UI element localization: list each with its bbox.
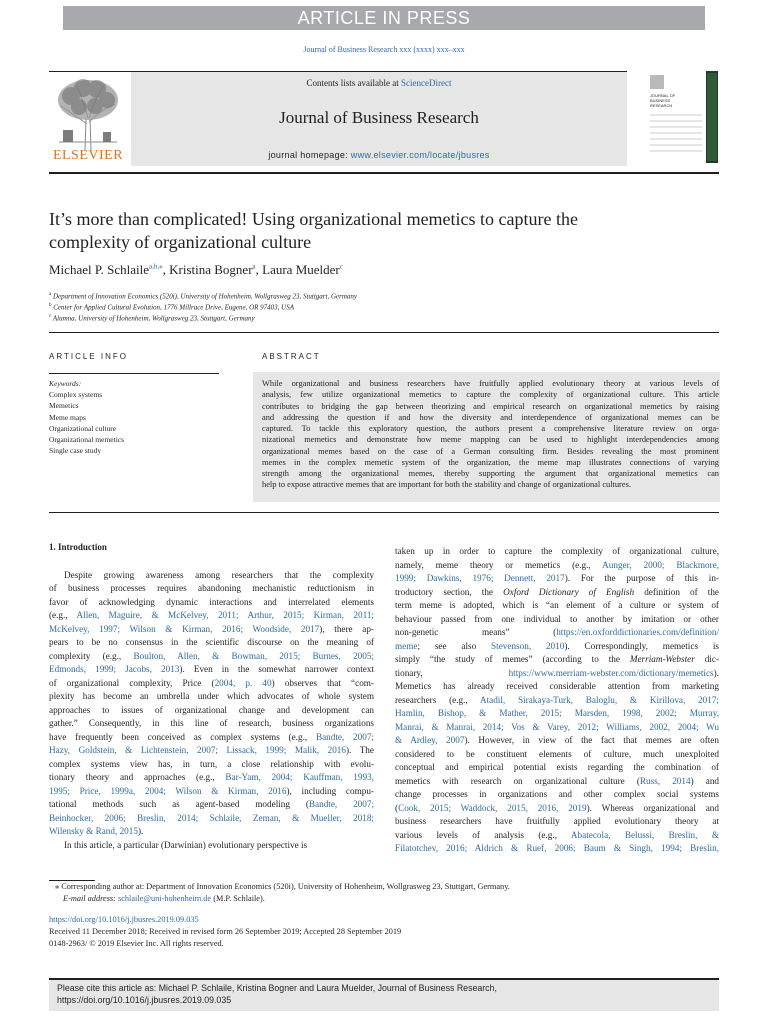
citation-link[interactable]: Aunger, 2000; Blackmore,	[602, 559, 720, 570]
body-text-line	[49, 663, 374, 677]
keywords-label: Keywords:	[49, 379, 82, 388]
body-text-line	[49, 744, 374, 758]
abstract-heading: ABSTRACT	[262, 352, 321, 361]
body-text: complexity (e.g.,	[49, 650, 134, 661]
body-text: pears to be no consensus in the scientific discourse on the meaning of	[49, 637, 374, 647]
citation-link[interactable]: Stevenson, 2010	[491, 640, 565, 651]
header-top-rule	[49, 71, 627, 72]
body-text: taken up in order to capture the complexity of organizational culture,	[395, 546, 719, 556]
citation-link[interactable]: https://www.merriam-webster.com/dictionary/memetics	[508, 667, 714, 678]
body-text-line	[395, 667, 719, 681]
body-text-line	[395, 613, 719, 627]
citation-link[interactable]: & Ardley, 2007	[395, 735, 465, 745]
journal-title: Journal of Business Research	[279, 108, 479, 127]
body-text: tionary,	[395, 667, 509, 678]
cover-title-line-2: BUSINESS	[650, 98, 671, 103]
corresponding-author-note: ⁎ Corresponding author at: Department of Innovation Economics (520i), University of Hohenheim, Wollgrasweg 23, Stuttgart, Germany.	[55, 882, 510, 891]
citation-link[interactable]: Abatecola, Belussi, Breslin, &	[570, 829, 720, 840]
body-text-line	[49, 596, 374, 610]
keyword: Complex systems	[49, 390, 103, 400]
citation-link[interactable]: 1995; Price, 1999a, 2004; Wilson & Kirman, 2016	[49, 785, 287, 796]
body-text-line	[49, 839, 374, 853]
article-info-heading: ARTICLE INFO	[49, 352, 128, 361]
divider	[49, 512, 719, 513]
body-text: researchers (e.g.,	[395, 694, 480, 705]
body-text: ). However, in view of the fact that memes are often	[464, 735, 719, 745]
keyword: Organizational memetics	[49, 435, 125, 445]
article-in-press-banner: ARTICLE IN PRESS	[63, 6, 705, 30]
author-list: Michael P. Schlaile$^{a,b,⁎}$, Kristina Bogner$^a$, Laura Muelder$^c$	[49, 262, 343, 277]
author-email-link[interactable]: schlaile@uni-hohenheim.de	[118, 894, 212, 903]
received-dates: Received 11 December 2018; Received in revised form 26 September 2019; Accepted 28 September 2019	[49, 927, 402, 936]
citation-link[interactable]: Atadil, Sirakaya-Turk, Baloglu, & Kirillova, 2017;	[479, 694, 719, 705]
body-text: definition of the	[634, 586, 719, 597]
doi-link[interactable]: https://doi.org/10.1016/j.jbusres.2019.09.035	[49, 915, 199, 924]
body-text: of organizational complexity, Price (	[49, 677, 215, 688]
body-text: of business processes requires abandoning mechanistic reductionism in	[49, 583, 374, 593]
citation-link[interactable]: Wilensky & Rand, 2015	[49, 826, 138, 836]
citation-link[interactable]: https://en.oxforddictionaries.com/definition/	[556, 627, 719, 637]
body-text-line	[395, 734, 719, 748]
body-text-line	[395, 748, 719, 762]
contents-available-line: Contents lists available at ScienceDirect	[306, 78, 452, 88]
cover-title-line-3: RESEARCH	[650, 103, 673, 108]
body-text: simply “the study of memes” (according to the	[395, 654, 630, 664]
body-text-line	[395, 775, 719, 789]
body-text-line	[395, 680, 719, 694]
body-text: have frequently been conceived as complex systems (e.g.,	[49, 731, 316, 742]
body-text-line	[49, 636, 374, 650]
header-bottom-rule	[49, 172, 719, 174]
citation-link[interactable]: Hamlin, Bishop, & Mather, 2015; Marsden, 1998, 2002; Murray,	[395, 708, 719, 718]
body-text: plexity has become an umbrella under which advocates of whole system	[49, 691, 374, 701]
body-text: Memetics has already received considerable attention from marketing	[395, 681, 719, 691]
copyright-notice: 0148-2963/ © 2019 Elsevier Inc. All rights reserved.	[49, 939, 224, 948]
body-text: ).	[713, 667, 719, 678]
body-text-line	[49, 731, 374, 745]
citation-link[interactable]: Bandte, 2007;	[308, 799, 375, 809]
body-text: complex systems view has, in turn, a close relationship with evolu-	[49, 758, 374, 769]
citation-link[interactable]: Bandte, 2007;	[315, 731, 374, 742]
body-text: gather.” Consequently, in this line of research, business organizations	[49, 718, 374, 728]
citation-link[interactable]: Cook, 2015; Waddock, 2015, 2016, 2019	[398, 802, 587, 813]
body-text-line	[395, 761, 719, 775]
abstract-line: nizational memetics and demonstrate how meme mapping can be used to highlight interdependencies among	[262, 435, 719, 445]
body-text-line	[395, 599, 719, 613]
body-text-line	[49, 677, 374, 691]
body-text-line	[395, 842, 719, 856]
body-text: ). Whereas organizational and	[586, 802, 719, 813]
body-text-line	[395, 815, 719, 829]
abstract-line: strength among the organizational memes, thereby supporting the argument that organizational memetics can	[262, 469, 719, 478]
body-text: (e.g.,	[49, 610, 77, 620]
body-text-line	[49, 623, 374, 637]
body-text-line	[395, 707, 719, 721]
body-text-line	[395, 545, 719, 559]
body-text-line	[395, 586, 719, 600]
citation-link[interactable]: Allen, Maguire, & McKelvey, 2011; Arthur, 2015; Kirman, 2011;	[76, 610, 374, 620]
keyword: Organizational culture	[49, 423, 117, 433]
journal-homepage-link[interactable]: www.elsevier.com/locate/jbusres	[350, 150, 490, 160]
body-text-line	[49, 650, 374, 664]
citation-link[interactable]: Boulton, Allen, & Bowman, 2015; Burnes, 2005;	[133, 650, 374, 661]
body-text-line	[49, 690, 374, 704]
body-text-line	[395, 829, 719, 843]
body-text: various levels of analysis (e.g.,	[395, 829, 571, 840]
keywords-block	[49, 378, 219, 456]
keyword: Meme maps	[49, 412, 86, 422]
body-text: favor of acknowledging dynamic interactions and interrelated elements	[49, 596, 374, 607]
body-text: ). Correspondingly, memetics is	[564, 640, 719, 651]
citation-link[interactable]: meme	[395, 640, 418, 651]
author-name: Kristina Bogner	[169, 262, 253, 277]
body-text-line	[49, 785, 374, 799]
citation-link[interactable]: 1999; Dawkins, 1976; Dennett, 2017	[395, 573, 565, 583]
body-text: conceptual and empirical potential exists regarding the combination of	[395, 762, 719, 772]
author-affiliation-link[interactable]: c	[339, 262, 343, 271]
body-text: tational methods such as agent-based modeling (	[49, 799, 309, 809]
author-name: Michael P. Schlaile	[49, 262, 150, 277]
body-text-line	[49, 704, 374, 718]
body-text-line	[49, 798, 374, 812]
citation-link[interactable]: 2004, p. 40	[214, 677, 272, 688]
body-text: ). The	[345, 745, 374, 755]
body-text: namely, meme theory or memetics (e.g.,	[395, 559, 603, 570]
body-text: ). For the purpose of this in-	[564, 573, 719, 583]
citation-link[interactable]: Beinhocker, 2006; Breslin, 2014; Schlaile, Zeman, & Mueller, 2018;	[49, 812, 374, 823]
article-title	[49, 208, 689, 254]
body-text: dic-	[694, 654, 719, 664]
divider	[49, 373, 219, 374]
body-text-line	[395, 653, 719, 667]
italic-text: Merriam-Webster	[629, 654, 695, 664]
body-text: ) and	[690, 775, 720, 786]
body-text-line	[395, 559, 719, 573]
abstract-line: contributes to bridging the gap between theorizing and empirical research on organizational memetics by raising	[262, 401, 719, 411]
left-column-text	[49, 569, 374, 853]
body-text-line	[49, 609, 374, 623]
citation-link[interactable]: Bar-Yam, 2004; Kauffman, 1993,	[225, 772, 374, 782]
sciencedirect-link[interactable]: ScienceDirect	[401, 78, 452, 88]
body-text-line	[395, 626, 719, 640]
citation-link[interactable]: Russ, 2014	[639, 775, 691, 786]
abstract-line: captured. To tackle this exploratory question, the authors present a comprehensive literature review on orga-	[262, 424, 719, 433]
article-title-line-2: complexity of organizational culture	[49, 232, 312, 252]
body-text: tionary theory and approaches (e.g.,	[49, 772, 226, 782]
citation-link[interactable]: McKelvey, 1997; Wilson & Kirman, 2016; Woodside, 2017	[49, 623, 320, 634]
author-affiliation-link[interactable]: a	[252, 262, 256, 271]
cover-title-line-1: JOURNAL OF	[650, 93, 676, 98]
body-text-line	[49, 758, 374, 772]
body-text-line	[49, 771, 374, 785]
body-text: ).	[137, 826, 144, 836]
body-text: memetics with research on organizational culture (	[395, 775, 640, 786]
abstract-line: While organizational and business researchers have fruitfully applied evolutionary theory at various levels of	[262, 379, 719, 388]
body-text-line	[395, 572, 719, 586]
body-text: (	[395, 802, 399, 813]
body-text-line	[395, 802, 719, 816]
section-heading: 1. Introduction	[49, 542, 107, 552]
body-text-line	[395, 721, 719, 735]
left-column	[49, 541, 374, 852]
body-text-line	[395, 694, 719, 708]
citation-link[interactable]: Hazy, Goldstein, & Lichtenstein, 2007; Lissack, 1999; Malik, 2016	[49, 745, 346, 755]
body-text: Despite growing awareness among researchers that the complexity	[64, 569, 374, 580]
body-text: ), including compu-	[286, 785, 374, 796]
citation-link[interactable]: Edmonds, 1999; Jacobs, 2013	[49, 664, 180, 674]
divider	[49, 332, 719, 333]
affiliation: $^a$ Department of Innovation Economics (520i), University of Hohenheim, Wollgrasweg 23, Stuttgart, Germany	[49, 292, 357, 301]
body-text: term meme is adopted, which is “an element of a culture or system of	[395, 600, 719, 610]
body-text-line	[49, 825, 374, 839]
keyword: Memetics	[49, 401, 79, 411]
citation-link[interactable]: Manrai, & Manrai, 2014; Vos & Varey, 2012; Williams, 2002, 2004; Wu	[395, 721, 719, 732]
abstract-line: and addressing the question if and how the diversity and interdependence of organizational memes can be	[262, 412, 719, 422]
right-column-text	[395, 545, 719, 856]
body-text: non-genetic means” (	[395, 627, 557, 637]
abstract-line: memes in the complex memetic system of the organization, the meme map illustrates connections of varying	[262, 457, 719, 467]
body-text: behaviour passed from one individual to another by imitation or other	[395, 613, 719, 624]
italic-text: Oxford Dictionary of English	[503, 586, 635, 597]
affiliation: $^c$ Alumna, University of Hohenheim, Wollgrasweg 23, Stuttgart, Germany	[49, 314, 255, 323]
body-text-line	[49, 717, 374, 731]
body-text: change processes in organizations and other complex social systems	[395, 789, 719, 799]
citation-link[interactable]: Filatotchev, 2016; Aldrich & Ruef, 2006; Baum & Singh, 1994; Breslin,	[395, 843, 719, 853]
body-text-line	[395, 788, 719, 802]
citation-text	[57, 982, 717, 1006]
author-affiliation-link[interactable]: a,b,⁎	[149, 262, 163, 271]
body-text-line	[49, 812, 374, 826]
journal-homepage-line: journal homepage: www.elsevier.com/locate/jbusres	[268, 150, 490, 160]
journal-reference[interactable]: Journal of Business Research xxx (xxxx) xxx–xxx	[303, 45, 465, 54]
citation-doi[interactable]: https://doi.org/10.1016/j.jbusres.2019.09.035	[57, 995, 232, 1005]
body-text: troductory section, the	[395, 586, 504, 597]
elsevier-publisher-name: ELSEVIER	[52, 148, 124, 163]
abstract-line: organizational memes based on the case of a German consulting firm. Besides revealing the most prominent	[262, 446, 719, 456]
author-name: Laura Muelder	[262, 262, 340, 277]
abstract-line: analysis, few utilize organizational memetics to capture the complexity of organizational culture. This article	[262, 390, 719, 400]
body-text-line	[49, 582, 374, 596]
affiliation: $^b$ Center for Applied Cultural Evolution, 1776 Millrace Drive, Eugene, OR 97403, USA	[49, 303, 295, 312]
journal-cover-thumbnail[interactable]	[646, 71, 718, 163]
keyword: Single case study	[49, 446, 102, 456]
body-text: ) observes that “com-	[271, 677, 374, 688]
elsevier-tree-logo-icon	[49, 74, 127, 152]
body-text: ; see also	[417, 640, 492, 651]
body-text: ), there ap-	[319, 623, 374, 634]
abstract-line: help to expose attractive memes that are important for both the stability and change of organizational cultures.	[262, 480, 631, 490]
body-text: ). Even in the somewhat narrower context	[179, 664, 374, 674]
body-text: In this article, a particular (Darwinian) evolutionary perspective is	[64, 839, 308, 850]
email-note: E-mail address: schlaile@uni-hohenheim.de (M.P. Schlaile).	[63, 894, 265, 903]
body-text-line	[49, 569, 374, 583]
body-text: considered to be constituent elements of culture, much unexploited	[395, 748, 719, 759]
body-text: approaches to issues of organizational change and development can	[49, 704, 374, 715]
citation-line-1: Please cite this article as: Michael P. Schlaile, Kristina Bogner and Laura Muelder, Journal of Business Research,	[57, 983, 497, 993]
body-text-line	[395, 640, 719, 654]
article-title-line-1: It’s more than complicated! Using organizational memetics to capture the	[49, 209, 578, 229]
abstract-text	[262, 378, 719, 491]
body-text: business researchers have fruitfully applied evolutionary theory at	[395, 816, 719, 826]
